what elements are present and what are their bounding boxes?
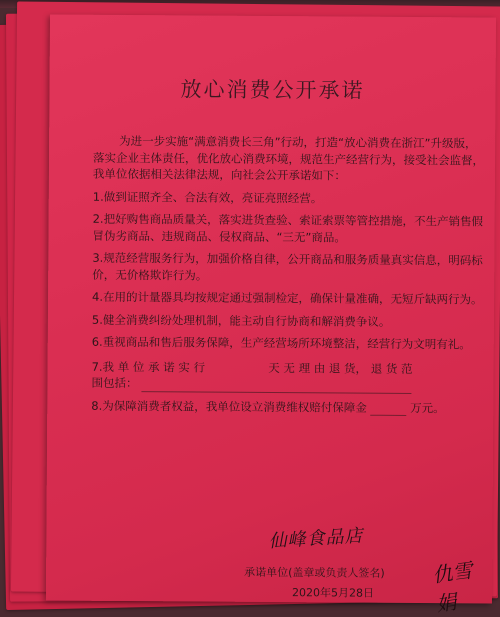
pledge-item-5: 5.健全消费纠纷处理机制，能主动自行协商和解消费争议。 [91, 312, 391, 329]
intro-paragraph: 为进一步实施“满意消费长三角”行动，打造“放心消费在浙江”升级版，落实企业主体责任，优化放心消费环境，规范生产经营行为，接受社会监督，我单位依据相关法律法规，向社会公开承诺如下： [92, 133, 485, 183]
signer-label: 承诺单位(盖章或负责人签名) [244, 565, 385, 580]
item8-text-b: 万元。 [410, 400, 445, 415]
item7-text-c: 围包括： [91, 375, 138, 391]
pledge-item-6: 6.重视商品和售后服务保障，生产经营场所环境整洁，经营行为文明有礼。 [91, 334, 471, 352]
store-name-handwritten: 仙峰食品店 [267, 525, 365, 553]
return-scope-blank [141, 379, 411, 394]
item8-text-a: 8.为保障消费者权益，我单位设立消费维权赔付保障金 [91, 398, 367, 415]
pledge-item-4: 4.在用的计量器具均按规定通过强制检定，确保计量准确，无短斤缺两行为。 [92, 289, 483, 307]
item7-text-a: 7.我 单 位 承 诺 实 行 [91, 359, 206, 375]
item7-text-b: 天 无 理 由 退 货， 退 货 范 [268, 360, 413, 376]
signing-date: 2020年5月28日 [291, 586, 375, 600]
document-body [91, 133, 485, 417]
pledge-item-7 [91, 358, 483, 394]
pledge-item-2: 2.把好购售商品质量关，落实进货查验、索证索票等管控措施，不生产销售假冒伪劣商品、违规商品、侵权商品、“三无”商品。 [92, 211, 484, 245]
pledge-item-1: 1.做到证照齐全、合法有效，亮证亮照经营。 [92, 189, 323, 205]
pledge-document [46, 14, 496, 616]
pledge-item-8 [91, 397, 483, 416]
document-title: 放心消费公开承诺 [180, 77, 365, 103]
days-blank [209, 370, 265, 371]
pledge-item-3: 3.规范经营服务行为，加强价格自律，公开商品和服务质量真实信息，明码标价，无价格欺诈行为。 [92, 250, 483, 283]
handwritten-signature: 仇雪娟 [431, 558, 474, 616]
amount-blank [370, 403, 406, 416]
